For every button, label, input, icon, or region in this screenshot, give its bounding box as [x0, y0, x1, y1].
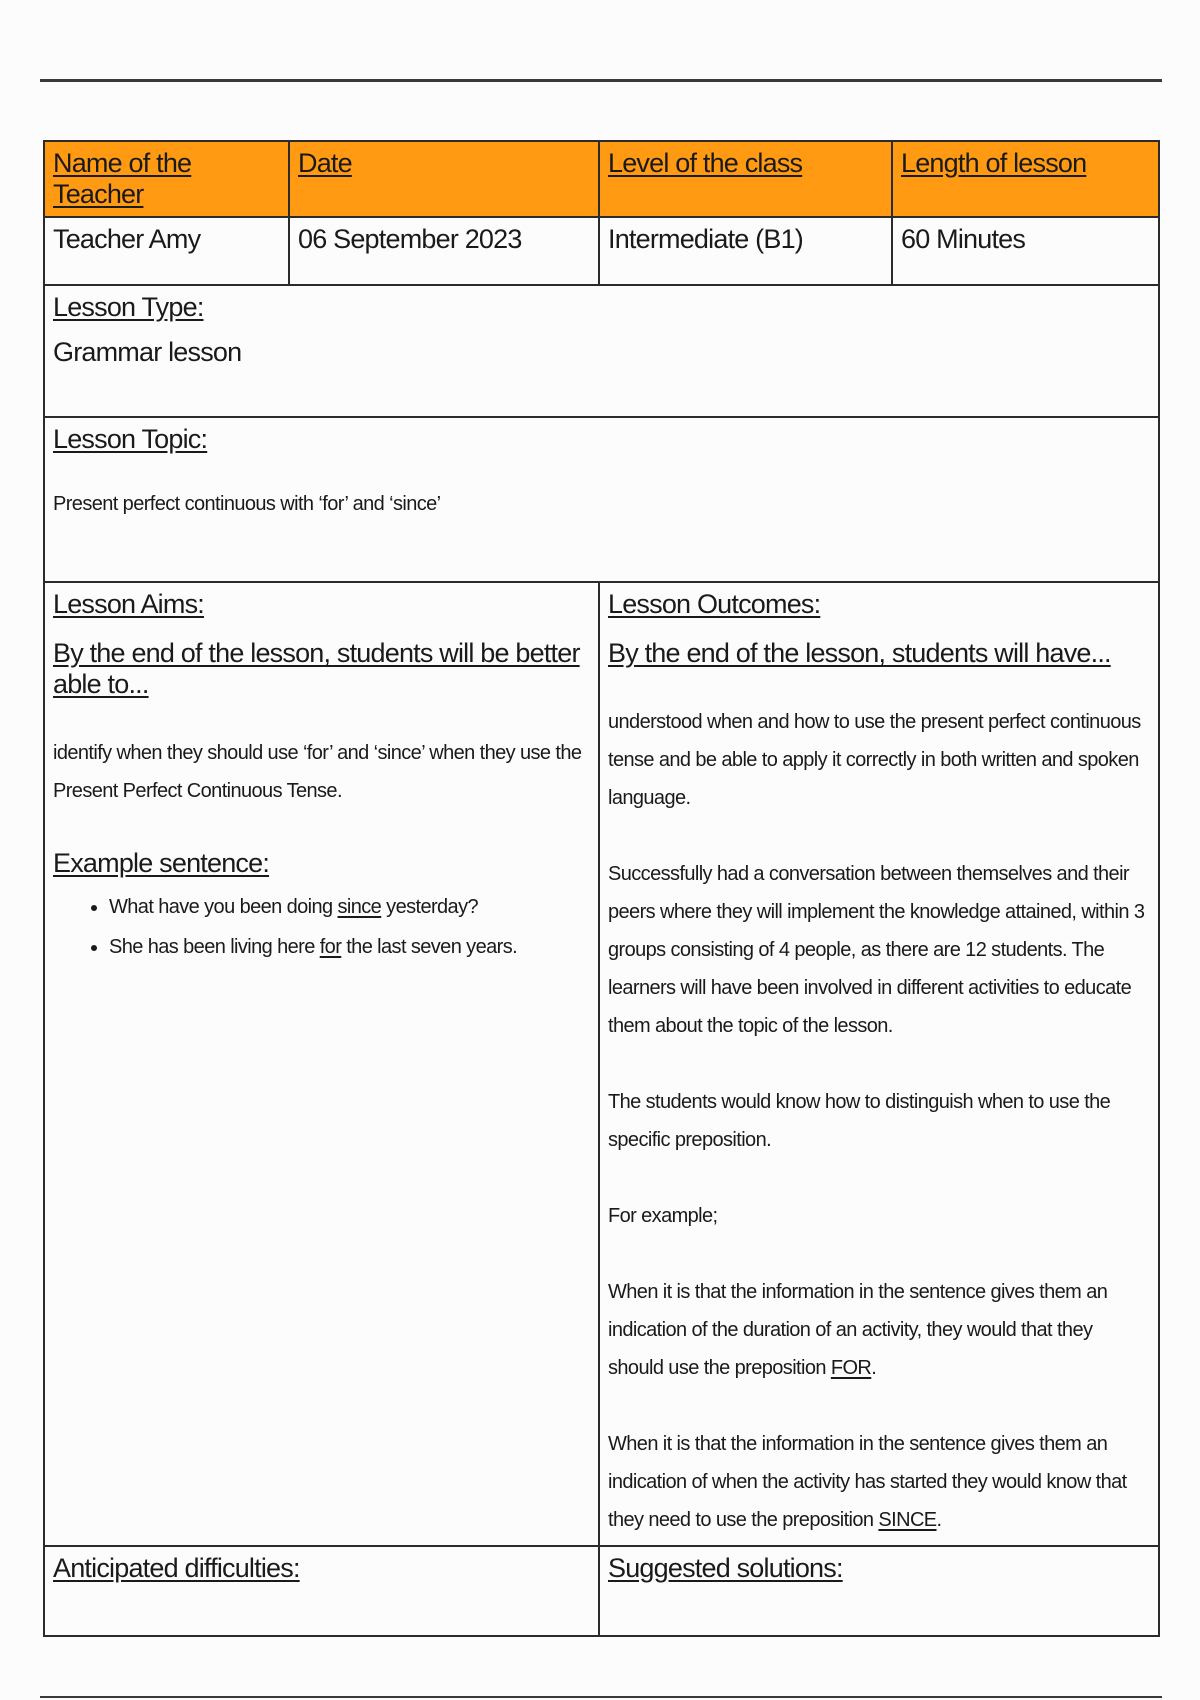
- example-keyword: since: [337, 896, 382, 918]
- header-row: [44, 141, 1159, 217]
- bottom-rule: [40, 1696, 1162, 1698]
- example-keyword: for: [319, 936, 342, 958]
- lesson-type-value: Grammar lesson: [53, 337, 242, 367]
- lesson-type-label: Lesson Type:: [53, 292, 204, 322]
- length-header: Length of lesson: [901, 148, 1087, 178]
- anticipated-difficulties-label: Anticipated difficulties:: [53, 1553, 300, 1583]
- values-row: [44, 217, 1159, 285]
- lesson-aims-text: identify when they should use ‘for’ and ‘since’ when they use the Present Perfect Continuous Tense.: [53, 742, 582, 802]
- lesson-plan-table: [43, 140, 1160, 1637]
- outcome-keyword: SINCE: [878, 1509, 937, 1531]
- anticipated-difficulties-cell: [44, 1546, 599, 1636]
- suggested-solutions-label: Suggested solutions:: [608, 1553, 843, 1583]
- example-text: She has been living here: [109, 936, 320, 958]
- lesson-outcomes-label: Lesson Outcomes:: [608, 589, 821, 619]
- lesson-type-cell: [44, 285, 1159, 417]
- lesson-topic-label: Lesson Topic:: [53, 424, 208, 454]
- lesson-type-row: [44, 285, 1159, 417]
- suggested-solutions-cell: [599, 1546, 1159, 1636]
- lesson-outcomes-subtitle: By the end of the lesson, students will have...: [608, 638, 1111, 668]
- date-header-cell: [289, 141, 599, 217]
- teacher-header: Name of the Teacher: [53, 148, 192, 209]
- date-header: Date: [298, 148, 352, 178]
- level-value: Intermediate (B1): [599, 217, 892, 285]
- lesson-topic-row: [44, 417, 1159, 582]
- example-item: [109, 887, 590, 927]
- teacher-header-cell: [44, 141, 289, 217]
- lesson-aims-label: Lesson Aims:: [53, 589, 204, 619]
- outcome-text: When it is that the information in the sentence gives them an indication of when the activity has started they would know that they need to use the preposition: [608, 1433, 1127, 1531]
- outcome-paragraph: understood when and how to use the present perfect continuous tense and be able to apply it correctly in both written and spoken language.: [608, 711, 1141, 809]
- example-text: the last seven years.: [341, 936, 518, 958]
- lesson-topic-value: Present perfect continuous with ‘for’ and ‘since’: [53, 493, 441, 515]
- example-item: [109, 927, 590, 967]
- lesson-outcomes-cell: [599, 582, 1159, 1546]
- level-header-cell: [599, 141, 892, 217]
- outcome-paragraph: The students would know how to distinguish when to use the specific preposition.: [608, 1091, 1111, 1151]
- date-value: 06 September 2023: [289, 217, 599, 285]
- example-text: What have you been doing: [109, 896, 338, 918]
- outcome-paragraph: Successfully had a conversation between themselves and their peers where they will implement the knowledge attained, within 3 groups consisting of 4 people, as there are 12 students. The learners will have been involved in different activities to educate them about the topic of the lesson.: [608, 863, 1145, 1037]
- teacher-value: Teacher Amy: [44, 217, 289, 285]
- example-sentence-label: Example sentence:: [53, 848, 270, 878]
- aims-outcomes-row: [44, 582, 1159, 1546]
- outcome-text: When it is that the information in the sentence gives them an indication of the duration of an activity, they would that they should use the preposition: [608, 1281, 1108, 1379]
- outcome-keyword: FOR: [830, 1357, 872, 1379]
- example-list: [53, 887, 590, 967]
- length-header-cell: [892, 141, 1159, 217]
- outcome-paragraph: When it is that the information in the sentence gives them an indication of the duration of an activity, they would that they should use the preposition FOR.: [608, 1281, 1108, 1379]
- lesson-topic-cell: [44, 417, 1159, 582]
- outcome-paragraph: When it is that the information in the sentence gives them an indication of when the activity has started they would know that they need to use the preposition SINCE.: [608, 1433, 1127, 1531]
- example-text: yesterday?: [381, 896, 479, 918]
- length-value: 60 Minutes: [892, 217, 1159, 285]
- lesson-aims-cell: [44, 582, 599, 1546]
- level-header: Level of the class: [608, 148, 803, 178]
- outcome-paragraph: For example;: [608, 1205, 718, 1227]
- difficulties-row: [44, 1546, 1159, 1636]
- top-rule: [40, 79, 1162, 82]
- lesson-aims-subtitle: By the end of the lesson, students will be better able to...: [53, 638, 580, 699]
